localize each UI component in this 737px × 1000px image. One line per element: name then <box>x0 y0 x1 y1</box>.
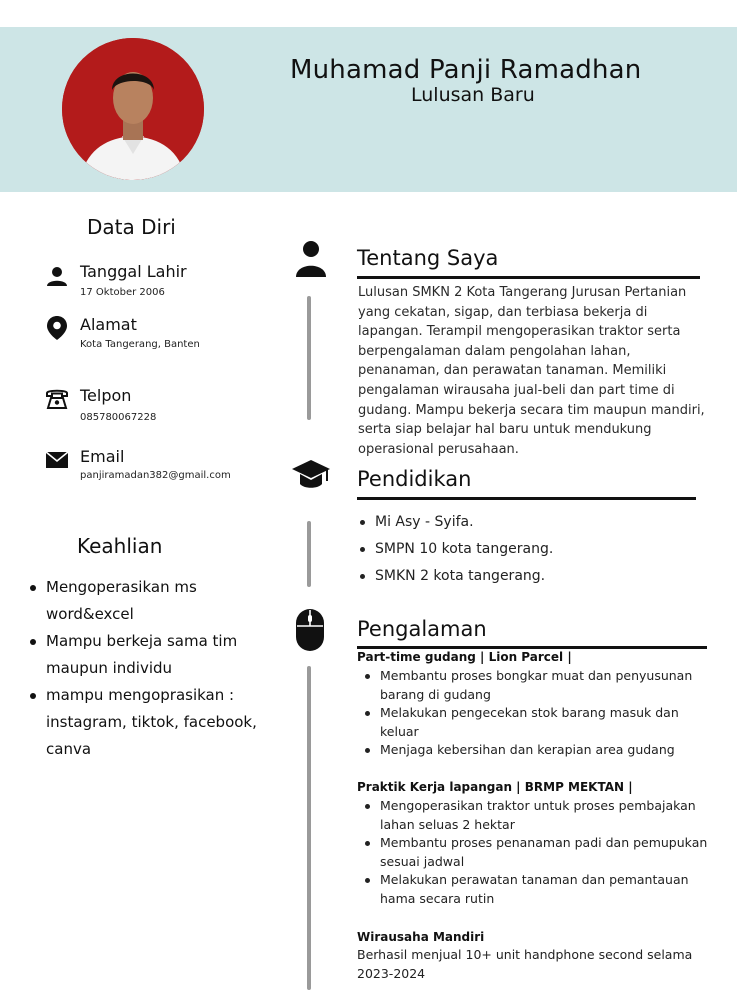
skill-item: Mengoperasikan ms word&excel <box>28 574 268 628</box>
job-duties-list <box>358 667 718 760</box>
phone-label: Telpon <box>80 386 132 405</box>
education-item: SMKN 2 kota tangerang. <box>358 563 688 590</box>
graduation-cap-icon <box>291 457 331 497</box>
full-name: Muhamad Panji Ramadhan <box>290 55 642 85</box>
section-divider <box>357 276 700 279</box>
email-label: Email <box>80 447 125 466</box>
timeline-line <box>307 296 311 420</box>
pengalaman-heading: Pengalaman <box>357 617 487 641</box>
person-icon <box>45 264 69 288</box>
location-pin-icon <box>46 315 70 339</box>
education-list <box>358 509 688 590</box>
education-item: SMPN 10 kota tangerang. <box>358 536 688 563</box>
skill-item: Mampu berkeja sama tim maupun individu <box>28 628 268 682</box>
keahlian-heading: Keahlian <box>77 534 163 558</box>
education-item: Mi Asy - Syifa. <box>358 509 688 536</box>
job-duty-item: Membantu proses penanaman padi dan pemupukan sesuai jadwal <box>358 834 718 871</box>
mouse-icon <box>295 608 325 656</box>
birthdate-value: 17 Oktober 2006 <box>80 287 165 298</box>
job-title: Wirausaha Mandiri <box>357 930 485 944</box>
job-duties-list <box>358 797 718 908</box>
job-description: Berhasil menjual 10+ unit handphone second selama 2023-2024 <box>357 947 693 981</box>
job-duty-item: Melakukan perawatan tanaman dan pemantauan hama secara rutin <box>358 871 718 908</box>
timeline-line <box>307 666 311 990</box>
job-duty-item: Membantu proses bongkar muat dan penyusunan barang di gudang <box>358 667 718 704</box>
section-divider <box>357 497 696 500</box>
phone-value: 085780067228 <box>80 412 157 423</box>
email-value: panjiramadan382@gmail.com <box>80 470 231 481</box>
job-title: Praktik Kerja lapangan | BRMP MEKTAN | <box>357 780 633 794</box>
data-diri-heading: Data Diri <box>87 215 176 239</box>
envelope-icon <box>45 450 69 474</box>
job-duty-item: Melakukan pengecekan stok barang masuk dan keluar <box>358 704 718 741</box>
tentang-heading: Tentang Saya <box>357 246 499 270</box>
telephone-icon <box>45 387 69 411</box>
job-duty-item: Mengoperasikan traktor untuk proses pembajakan lahan seluas 2 hektar <box>358 797 718 834</box>
about-text: Lulusan SMKN 2 Kota Tangerang Jurusan Pertanian yang cekatan, sigap, dan terbiasa bekerja di lapangan. Terampil mengoperasikan traktor serta berpengalaman dalam pengolahan lahan, penanaman, dan perawatan tanaman. Memiliki pengalaman wirausaha jual-beli dan part time di gudang. Mampu bekerja secara tim maupun mandiri, serta siap belajar hal baru untuk mendukung operasional perusahaan. <box>358 285 705 457</box>
person-icon <box>295 240 327 282</box>
timeline-line <box>307 521 311 587</box>
birthdate-label: Tanggal Lahir <box>80 262 187 281</box>
section-divider <box>357 646 707 649</box>
pendidikan-heading: Pendidikan <box>357 467 472 491</box>
skill-item: mampu mengoprasikan : instagram, tiktok, facebook, canva <box>28 682 268 763</box>
job-duty-item: Menjaga kebersihan dan kerapian area gudang <box>358 741 718 760</box>
profile-photo <box>62 38 204 180</box>
address-label: Alamat <box>80 315 137 334</box>
job-role: Lulusan Baru <box>411 84 535 106</box>
skills-list <box>28 574 268 763</box>
address-value: Kota Tangerang, Banten <box>80 339 200 350</box>
job-title: Part-time gudang | Lion Parcel | <box>357 650 572 664</box>
